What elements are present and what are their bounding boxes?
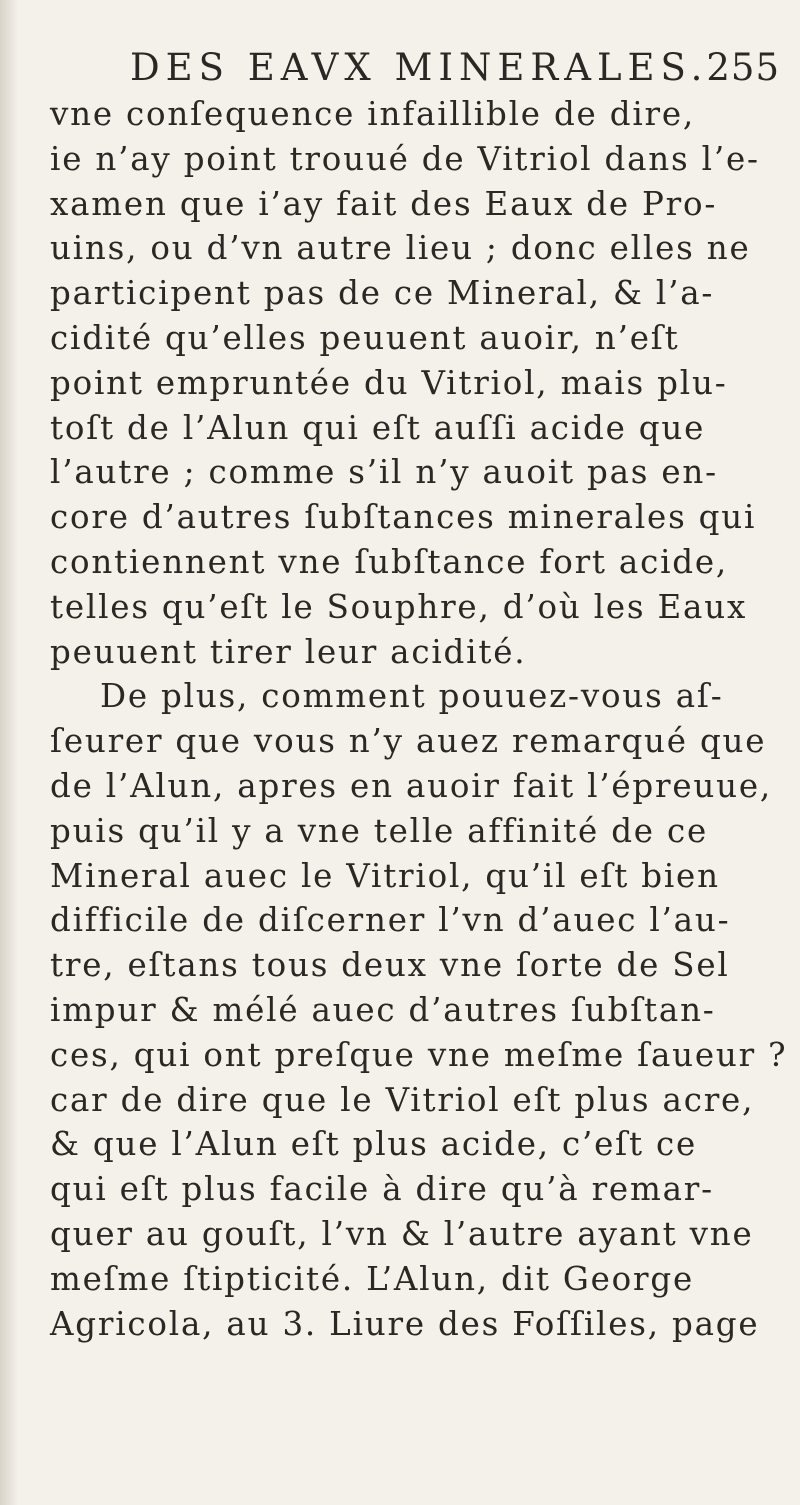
text-line: de l’Alun, apres en auoir fait l’épreuue, xyxy=(50,766,773,805)
text-line: vne conſequence infaillible de dire, xyxy=(50,95,696,133)
text-line: toſt de l’Alun qui eſt auſſi acide que xyxy=(50,408,706,447)
text-line: Mineral auec le Vitriol, qu’il eſt bien xyxy=(50,856,720,895)
text-line: uins, ou d’vn autre lieu ; donc elles ne xyxy=(50,229,751,268)
running-head xyxy=(130,44,780,92)
text-line: meſme ſtipticité. L’Alun, dit George xyxy=(50,1259,694,1298)
text-line: participent pas de ce Mineral, & l’a- xyxy=(50,274,715,313)
page-number: 255 xyxy=(706,46,780,89)
text-line: car de dire que le Vitriol eſt plus acre, xyxy=(50,1080,755,1119)
body-text xyxy=(50,92,790,1346)
text-line: qui eſt plus facile à dire qu’à remar- xyxy=(50,1170,714,1209)
text-line: point empruntée du Vitriol, mais plu- xyxy=(50,363,728,402)
running-head-title: DES EAVX MINERALES. xyxy=(130,46,709,89)
text-line: ie n’ay point trouué de Vitriol dans l’e- xyxy=(50,139,760,178)
text-line: impur & mélé auec d’autres ſubſtan- xyxy=(50,990,716,1029)
text-line: & que l’Alun eſt plus acide, c’eſt ce xyxy=(50,1125,698,1164)
text-line: tre, eſtans tous deux vne ſorte de Sel xyxy=(50,946,730,985)
text-line: contiennent vne ſubſtance fort acide, xyxy=(50,542,729,581)
text-line: difficile de diſcerner l’vn d’auec l’au- xyxy=(50,901,731,940)
text-line: ces, qui ont preſque vne meſme ſaueur ? xyxy=(50,1035,788,1074)
text-line: Agricola, au 3. Liure des Foſſiles, page xyxy=(50,1304,760,1343)
text-line: core d’autres ſubſtances minerales qui xyxy=(50,498,757,537)
text-line: quer au gouſt, l’vn & l’autre ayant vne xyxy=(50,1214,754,1253)
text-line: cidité qu’elles peuuent auoir, n’eſt xyxy=(50,318,680,357)
text-line: puis qu’il y a vne telle affinité de ce xyxy=(50,811,709,850)
text-line: ſeurer que vous n’y auez remarqué que xyxy=(50,722,767,761)
text-line: xamen que i’ay fait des Eaux de Pro- xyxy=(50,184,718,223)
text-line: peuuent tirer leur acidité. xyxy=(50,632,527,671)
paragraph-start-line: De plus, comment pouuez-vous aſ- xyxy=(100,677,724,716)
page-gutter-shadow xyxy=(0,0,18,1505)
text-line: l’autre ; comme s’il n’y auoit pas en- xyxy=(50,453,718,492)
text-line: telles qu’eſt le Souphre, d’où les Eaux xyxy=(50,587,748,626)
